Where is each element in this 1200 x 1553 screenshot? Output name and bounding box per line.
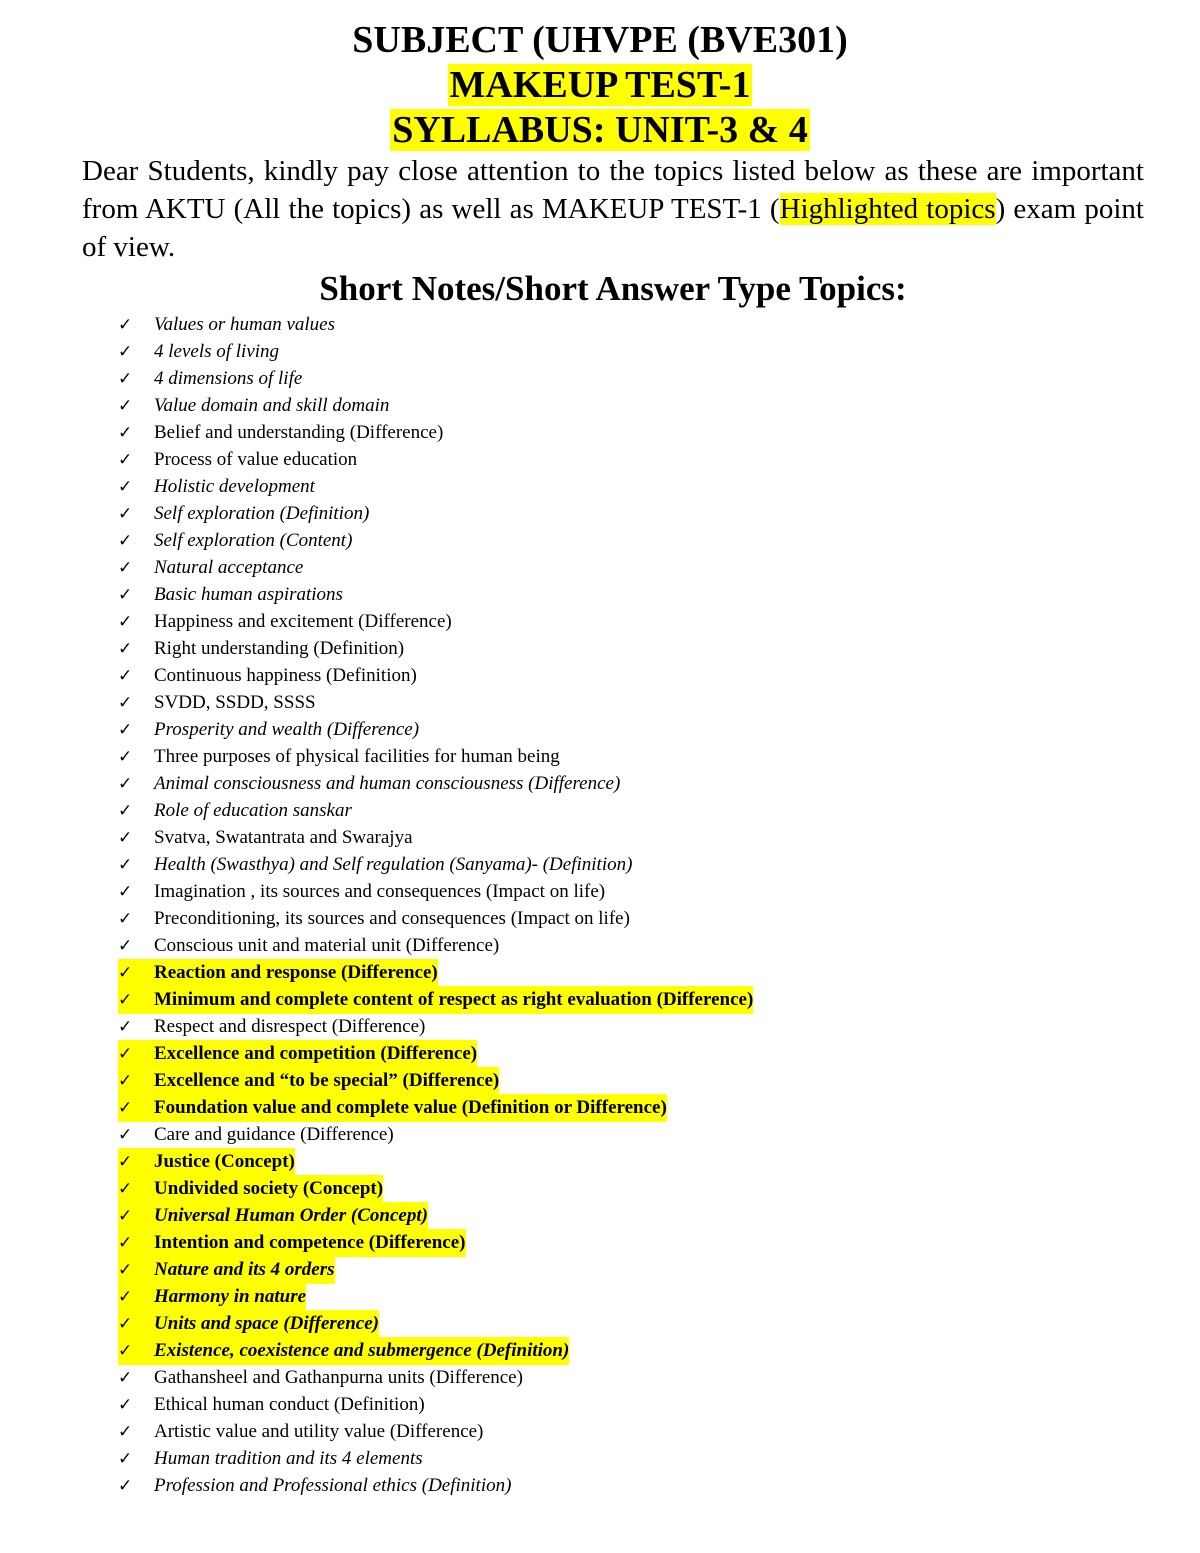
list-item-row — [118, 1391, 425, 1419]
section-heading: Short Notes/Short Answer Type Topics: — [319, 269, 907, 308]
topic-label: 4 levels of living — [154, 341, 280, 362]
topic-label: Units and space (Difference) — [154, 1313, 379, 1334]
checkmark-icon: ✓ — [118, 936, 133, 956]
topic-label: Ethical human conduct (Definition) — [154, 1394, 425, 1415]
list-item-row — [118, 392, 389, 420]
list-item-row — [118, 1364, 523, 1392]
test-title-text: MAKEUP TEST-1 — [449, 64, 751, 106]
topic-label: Excellence and competition (Difference) — [154, 1043, 478, 1064]
list-item-row — [118, 1067, 499, 1095]
list-item-row — [118, 554, 303, 582]
list-item — [118, 419, 753, 446]
list-item — [118, 959, 753, 986]
list-item-row — [118, 851, 632, 879]
topic-label: Self exploration (Definition) — [154, 503, 370, 524]
checkmark-icon: ✓ — [118, 1098, 133, 1118]
list-item-row — [118, 986, 753, 1014]
list-item — [118, 1202, 753, 1229]
list-item-row — [118, 446, 357, 474]
list-item-row — [118, 662, 417, 690]
list-item-row — [118, 1229, 466, 1257]
list-item — [118, 770, 753, 797]
topic-label: Svatva, Swatantrata and Swarajya — [154, 827, 413, 848]
intro-text-end: ) exam point of view. — [82, 193, 1144, 263]
topic-label: Belief and understanding (Difference) — [154, 422, 444, 443]
checkmark-icon: ✓ — [118, 1071, 133, 1091]
topic-label: Care and guidance (Difference) — [154, 1124, 394, 1145]
intro-highlighted-text: Highlighted topics — [779, 193, 996, 225]
topic-label: Existence, coexistence and submergence (Definition) — [154, 1340, 570, 1361]
list-item — [118, 932, 753, 959]
list-item-row — [118, 338, 279, 366]
list-item — [118, 1229, 753, 1256]
checkmark-icon: ✓ — [118, 1044, 133, 1064]
checkmark-icon: ✓ — [118, 963, 133, 983]
topic-label: Holistic development — [154, 476, 315, 497]
list-item — [118, 473, 753, 500]
topic-label: Imagination , its sources and consequences (Impact on life) — [154, 881, 606, 902]
list-item — [118, 500, 753, 527]
list-item-row — [118, 1418, 483, 1446]
list-item — [118, 1445, 753, 1472]
topic-label: Justice (Concept) — [154, 1151, 295, 1172]
list-item — [118, 662, 753, 689]
checkmark-icon: ✓ — [118, 423, 133, 443]
list-item-row — [118, 365, 302, 393]
list-item-row — [118, 311, 335, 339]
topic-label: Universal Human Order (Concept) — [154, 1205, 428, 1226]
checkmark-icon: ✓ — [118, 450, 133, 470]
list-item — [118, 635, 753, 662]
list-item-row — [118, 878, 605, 906]
list-item-row — [118, 689, 316, 717]
checkmark-icon: ✓ — [118, 990, 133, 1010]
checkmark-icon: ✓ — [118, 801, 133, 821]
list-item — [118, 1310, 753, 1337]
topic-label: Conscious unit and material unit (Difference) — [154, 935, 500, 956]
checkmark-icon: ✓ — [118, 1422, 133, 1442]
topic-label: Continuous happiness (Definition) — [154, 665, 417, 686]
topic-label: Prosperity and wealth (Difference) — [154, 719, 420, 740]
checkmark-icon: ✓ — [118, 612, 133, 632]
title-block — [0, 18, 1200, 153]
list-item-row — [118, 932, 499, 960]
list-item-row — [118, 959, 438, 987]
topic-label: SVDD, SSDD, SSSS — [154, 692, 316, 713]
list-item — [118, 1418, 753, 1445]
list-item — [118, 1472, 753, 1499]
list-item — [118, 1391, 753, 1418]
subject-title: SUBJECT (UHVPE (BVE301) — [352, 19, 848, 61]
topic-label: Harmony in nature — [154, 1286, 307, 1307]
topic-list — [118, 311, 753, 1499]
topic-label: Natural acceptance — [154, 557, 304, 578]
list-item — [118, 311, 753, 338]
topic-label: Values or human values — [154, 314, 336, 335]
list-item-row — [118, 527, 352, 555]
list-item-row — [118, 608, 452, 636]
syllabus-title-text: SYLLABUS: UNIT-3 & 4 — [392, 109, 808, 151]
checkmark-icon: ✓ — [118, 882, 133, 902]
topic-label: Role of education sanskar — [154, 800, 352, 821]
checkmark-icon: ✓ — [118, 1152, 133, 1172]
topic-label: 4 dimensions of life — [154, 368, 303, 389]
topic-label: Right understanding (Definition) — [154, 638, 405, 659]
list-item — [118, 581, 753, 608]
checkmark-icon: ✓ — [118, 1206, 133, 1226]
list-item-row — [118, 1094, 667, 1122]
list-item — [118, 338, 753, 365]
list-item-row — [118, 716, 419, 744]
checkmark-icon: ✓ — [118, 693, 133, 713]
list-item — [118, 554, 753, 581]
checkmark-icon: ✓ — [118, 1179, 133, 1199]
checkmark-icon: ✓ — [118, 558, 133, 578]
list-item — [118, 1283, 753, 1310]
checkmark-icon: ✓ — [118, 1395, 133, 1415]
list-item — [118, 1148, 753, 1175]
topic-label: Self exploration (Content) — [154, 530, 353, 551]
list-item-row — [118, 1283, 306, 1311]
topic-label: Happiness and excitement (Difference) — [154, 611, 452, 632]
checkmark-icon: ✓ — [118, 747, 133, 767]
topic-label: Foundation value and complete value (Definition or Difference) — [154, 1097, 667, 1118]
topic-label: Gathansheel and Gathanpurna units (Difference) — [154, 1367, 523, 1388]
list-item-row — [118, 1310, 379, 1338]
list-item-row — [118, 1337, 569, 1365]
list-item-row — [118, 824, 413, 852]
topic-label: Nature and its 4 orders — [154, 1259, 335, 1280]
topic-label: Undivided society (Concept) — [154, 1178, 384, 1199]
topic-label: Three purposes of physical facilities for human being — [154, 746, 560, 767]
checkmark-icon: ✓ — [118, 909, 133, 929]
topic-label: Respect and disrespect (Difference) — [154, 1016, 426, 1037]
checkmark-icon: ✓ — [118, 1125, 133, 1145]
list-item — [118, 1067, 753, 1094]
topic-label: Basic human aspirations — [154, 584, 343, 605]
checkmark-icon: ✓ — [118, 774, 133, 794]
topic-label: Human tradition and its 4 elements — [154, 1448, 423, 1469]
checkmark-icon: ✓ — [118, 720, 133, 740]
checkmark-icon: ✓ — [118, 342, 133, 362]
list-item-row — [118, 905, 630, 933]
list-item-row — [118, 473, 315, 501]
list-item-row — [118, 581, 343, 609]
list-item — [118, 1175, 753, 1202]
list-item — [118, 1364, 753, 1391]
list-item — [118, 1337, 753, 1364]
list-item-row — [118, 1445, 423, 1473]
topic-label: Profession and Professional ethics (Definition) — [154, 1475, 512, 1496]
checkmark-icon: ✓ — [118, 1449, 133, 1469]
list-item-row — [118, 1256, 335, 1284]
list-item — [118, 1013, 753, 1040]
list-item — [118, 986, 753, 1013]
checkmark-icon: ✓ — [118, 1341, 133, 1361]
list-item — [118, 446, 753, 473]
checkmark-icon: ✓ — [118, 828, 133, 848]
topic-label: Animal consciousness and human consciousness (Difference) — [154, 773, 621, 794]
checkmark-icon: ✓ — [118, 639, 133, 659]
list-item — [118, 392, 753, 419]
list-item-row — [118, 500, 369, 528]
list-item — [118, 743, 753, 770]
syllabus-title — [0, 108, 1200, 153]
checkmark-icon: ✓ — [118, 1476, 133, 1496]
checkmark-icon: ✓ — [118, 477, 133, 497]
intro-text-start: Dear Students, kindly pay close attention to the topics listed below as these are important from AKTU (All the topics) as well as MAKEUP TEST-1 ( — [82, 155, 1144, 225]
list-item — [118, 797, 753, 824]
checkmark-icon: ✓ — [118, 396, 133, 416]
list-item-row — [118, 1121, 394, 1149]
checkmark-icon: ✓ — [118, 1017, 133, 1037]
test-title — [0, 63, 1200, 108]
list-item — [118, 689, 753, 716]
list-item — [118, 824, 753, 851]
topic-label: Value domain and skill domain — [154, 395, 390, 416]
checkmark-icon: ✓ — [118, 1368, 133, 1388]
topic-label: Preconditioning, its sources and consequences (Impact on life) — [154, 908, 630, 929]
list-item-row — [118, 1175, 383, 1203]
list-item-row — [118, 1040, 477, 1068]
list-item-row — [118, 797, 352, 825]
list-item-row — [118, 419, 443, 447]
list-item — [118, 905, 753, 932]
checkmark-icon: ✓ — [118, 1314, 133, 1334]
list-item — [118, 527, 753, 554]
checkmark-icon: ✓ — [118, 585, 133, 605]
checkmark-icon: ✓ — [118, 666, 133, 686]
checkmark-icon: ✓ — [118, 315, 133, 335]
list-item — [118, 1040, 753, 1067]
list-item — [118, 1121, 753, 1148]
list-item-row — [118, 770, 620, 798]
topic-label: Minimum and complete content of respect as right evaluation (Difference) — [154, 989, 754, 1010]
list-item — [118, 608, 753, 635]
checkmark-icon: ✓ — [118, 1287, 133, 1307]
list-item-row — [118, 743, 560, 771]
list-item-row — [118, 1472, 511, 1500]
list-item — [118, 1256, 753, 1283]
topic-label: Health (Swasthya) and Self regulation (Sanyama)- (Definition) — [154, 854, 633, 875]
list-item — [118, 365, 753, 392]
checkmark-icon: ✓ — [118, 855, 133, 875]
topic-label: Reaction and response (Difference) — [154, 962, 438, 983]
list-item-row — [118, 1202, 428, 1230]
checkmark-icon: ✓ — [118, 369, 133, 389]
checkmark-icon: ✓ — [118, 504, 133, 524]
intro-paragraph — [82, 152, 1144, 266]
list-item — [118, 878, 753, 905]
list-item — [118, 851, 753, 878]
list-item — [118, 1094, 753, 1121]
checkmark-icon: ✓ — [118, 1260, 133, 1280]
list-item-row — [118, 635, 404, 663]
list-item-row — [118, 1013, 425, 1041]
topic-label: Excellence and “to be special” (Difference) — [154, 1070, 500, 1091]
topic-label: Artistic value and utility value (Difference) — [154, 1421, 484, 1442]
topic-label: Process of value education — [154, 449, 358, 470]
list-item-row — [118, 1148, 295, 1176]
checkmark-icon: ✓ — [118, 1233, 133, 1253]
checkmark-icon: ✓ — [118, 531, 133, 551]
list-item — [118, 716, 753, 743]
topic-label: Intention and competence (Difference) — [154, 1232, 466, 1253]
